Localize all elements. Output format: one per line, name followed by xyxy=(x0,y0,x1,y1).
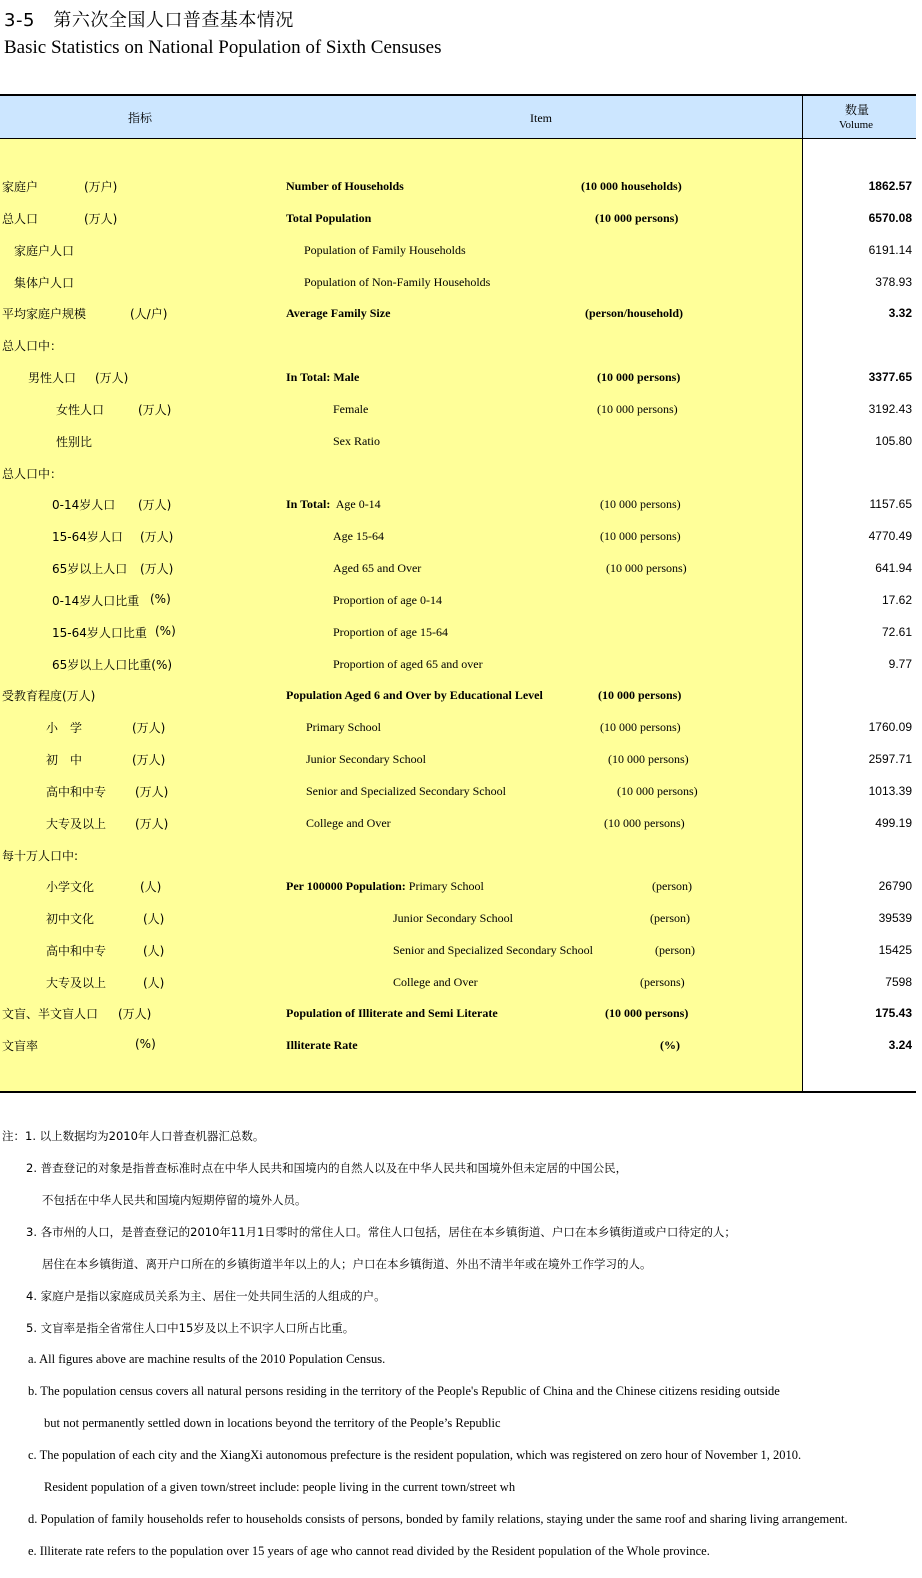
table-row: 家庭户人口 Population of Family Households 6191.14 xyxy=(14,243,912,258)
table-header xyxy=(0,96,916,139)
page-title-cn: 3-5 第六次全国人口普查基本情况 xyxy=(4,10,294,31)
table-row: 大专及以上 (人) College and Over (persons) 7598 xyxy=(46,975,912,990)
table-row: 初 中 (万人) Junior Secondary School (10 000 persons) 2597.71 xyxy=(46,752,912,767)
table-row: 集体户人口 Population of Non-Family Households 378.93 xyxy=(14,275,912,290)
table-row: 平均家庭户规模 (人/户) Average Family Size (person/household) 3.32 xyxy=(2,306,912,321)
note-line: 4. 家庭户是指以家庭成员关系为主、居住一处共同生活的人组成的户。 xyxy=(26,1289,386,1303)
note-line: but not permanently settled down in locations beyond the territory of the People’s Republic xyxy=(44,1416,501,1430)
note-line: 2. 普查登记的对象是指普查标准时点在中华人民共和国境内的自然人以及在中华人民共和国境外但未定居的中国公民， xyxy=(26,1161,628,1175)
note-line: d. Population of family households refer to households consists of persons, bonded by family relations, staying under the same roof and sharing living arrangement. xyxy=(28,1512,848,1526)
page-title-en: Basic Statistics on National Population of Sixth Censuses xyxy=(4,37,442,58)
table-row: 小学文化 (人) Per 100000 Population: Primary School (person) 26790 xyxy=(46,879,912,894)
table-row: 65岁以上人口比重(%) Proportion of aged 65 and over 9.77 xyxy=(52,657,912,672)
table-row: 受教育程度(万人) Population Aged 6 and Over by Educational Level (10 000 persons) xyxy=(2,688,682,703)
statistics-table xyxy=(0,94,916,1093)
table-row: 小 学 (万人) Primary School (10 000 persons) 1760.09 xyxy=(46,720,912,735)
note-line: 不包括在中华人民共和国境内短期停留的境外人员。 xyxy=(42,1193,307,1207)
note-line: 5. 文盲率是指全省常住人口中15岁及以上不识字人口所占比重。 xyxy=(26,1321,355,1335)
table-row: 总人口 (万人) Total Population (10 000 persons) 6570.08 xyxy=(2,211,912,226)
table-row: 家庭户 (万户) Number of Households (10 000 households) 1862.57 xyxy=(2,179,912,194)
table-row: 女性人口 (万人) Female (10 000 persons) 3192.43 xyxy=(56,402,912,417)
table-row: 文盲、半文盲人口 (万人) Population of Illiterate and Semi Literate (10 000 persons) 175.43 xyxy=(2,1006,912,1021)
table-row: 每十万人口中: xyxy=(2,849,79,863)
note-line: Resident population of a given town/street include: people living in the current town/street wh xyxy=(44,1480,516,1494)
header-item: Item xyxy=(530,111,552,125)
table-row: 初中文化 (人) Junior Secondary School (person) 39539 xyxy=(46,911,912,926)
table-row: 男性人口 (万人) In Total: Male (10 000 persons) 3377.65 xyxy=(28,370,912,385)
table-row: 总人口中： xyxy=(2,339,63,353)
table-row: 0-14岁人口比重 (%) Proportion of age 0-14 17.62 xyxy=(52,592,912,608)
table-row: 文盲率 (%) Illiterate Rate (%) 3.24 xyxy=(2,1037,912,1053)
note-line: c. The population of each city and the XiangXi autonomous prefecture is the resident population, which was registered on zero hour of November 1, 2010. xyxy=(28,1448,802,1462)
note-line: 注：1. 以上数据均为2010年人口普查机器汇总数。 xyxy=(2,1129,265,1143)
note-line: 3. 各市州的人口，是普查登记的2010年11月1日零时的常住人口。常住人口包括，居住在本乡镇街道、户口在本乡镇街道或户口待定的人； xyxy=(26,1225,736,1239)
header-volume-zh: 数量 xyxy=(845,103,870,117)
header-volume-en: Volume xyxy=(839,119,874,131)
note-line: b. The population census covers all natural persons residing in the territory of the People's Republic of China and the Chinese citizens residing outside xyxy=(28,1384,780,1398)
note-line: 居住在本乡镇街道、离开户口所在的乡镇街道半年以上的人；户口在本乡镇街道、外出不清半年或在境外工作学习的人。 xyxy=(42,1257,652,1271)
table-row: 大专及以上 (万人) College and Over (10 000 persons) 499.19 xyxy=(46,816,912,831)
table-row: 65岁以上人口 (万人) Aged 65 and Over (10 000 persons) 641.94 xyxy=(52,561,912,576)
table-row: 15-64岁人口比重 (%) Proportion of age 15-64 72.61 xyxy=(52,624,912,640)
table-row: 15-64岁人口 (万人) Age 15-64 (10 000 persons) 4770.49 xyxy=(52,529,912,544)
table-row: 0-14岁人口 (万人) In Total: Age 0-14 (10 000 persons) 1157.65 xyxy=(52,497,912,512)
note-line: a. All figures above are machine results of the 2010 Population Census. xyxy=(28,1352,386,1366)
header-indicator: 指标 xyxy=(128,111,153,125)
table-row: 性别比 Sex Ratio 105.80 xyxy=(56,434,912,449)
table-row: 高中和中专 (人) Senior and Specialized Secondary School (person) 15425 xyxy=(46,943,912,958)
table-row: 高中和中专 (万人) Senior and Specialized Secondary School (10 000 persons) 1013.39 xyxy=(46,784,912,799)
table-row: 总人口中： xyxy=(2,467,63,481)
note-line: e. Illiterate rate refers to the population over 15 years of age who cannot read divided by the Resident population of the Whole province. xyxy=(28,1544,710,1558)
